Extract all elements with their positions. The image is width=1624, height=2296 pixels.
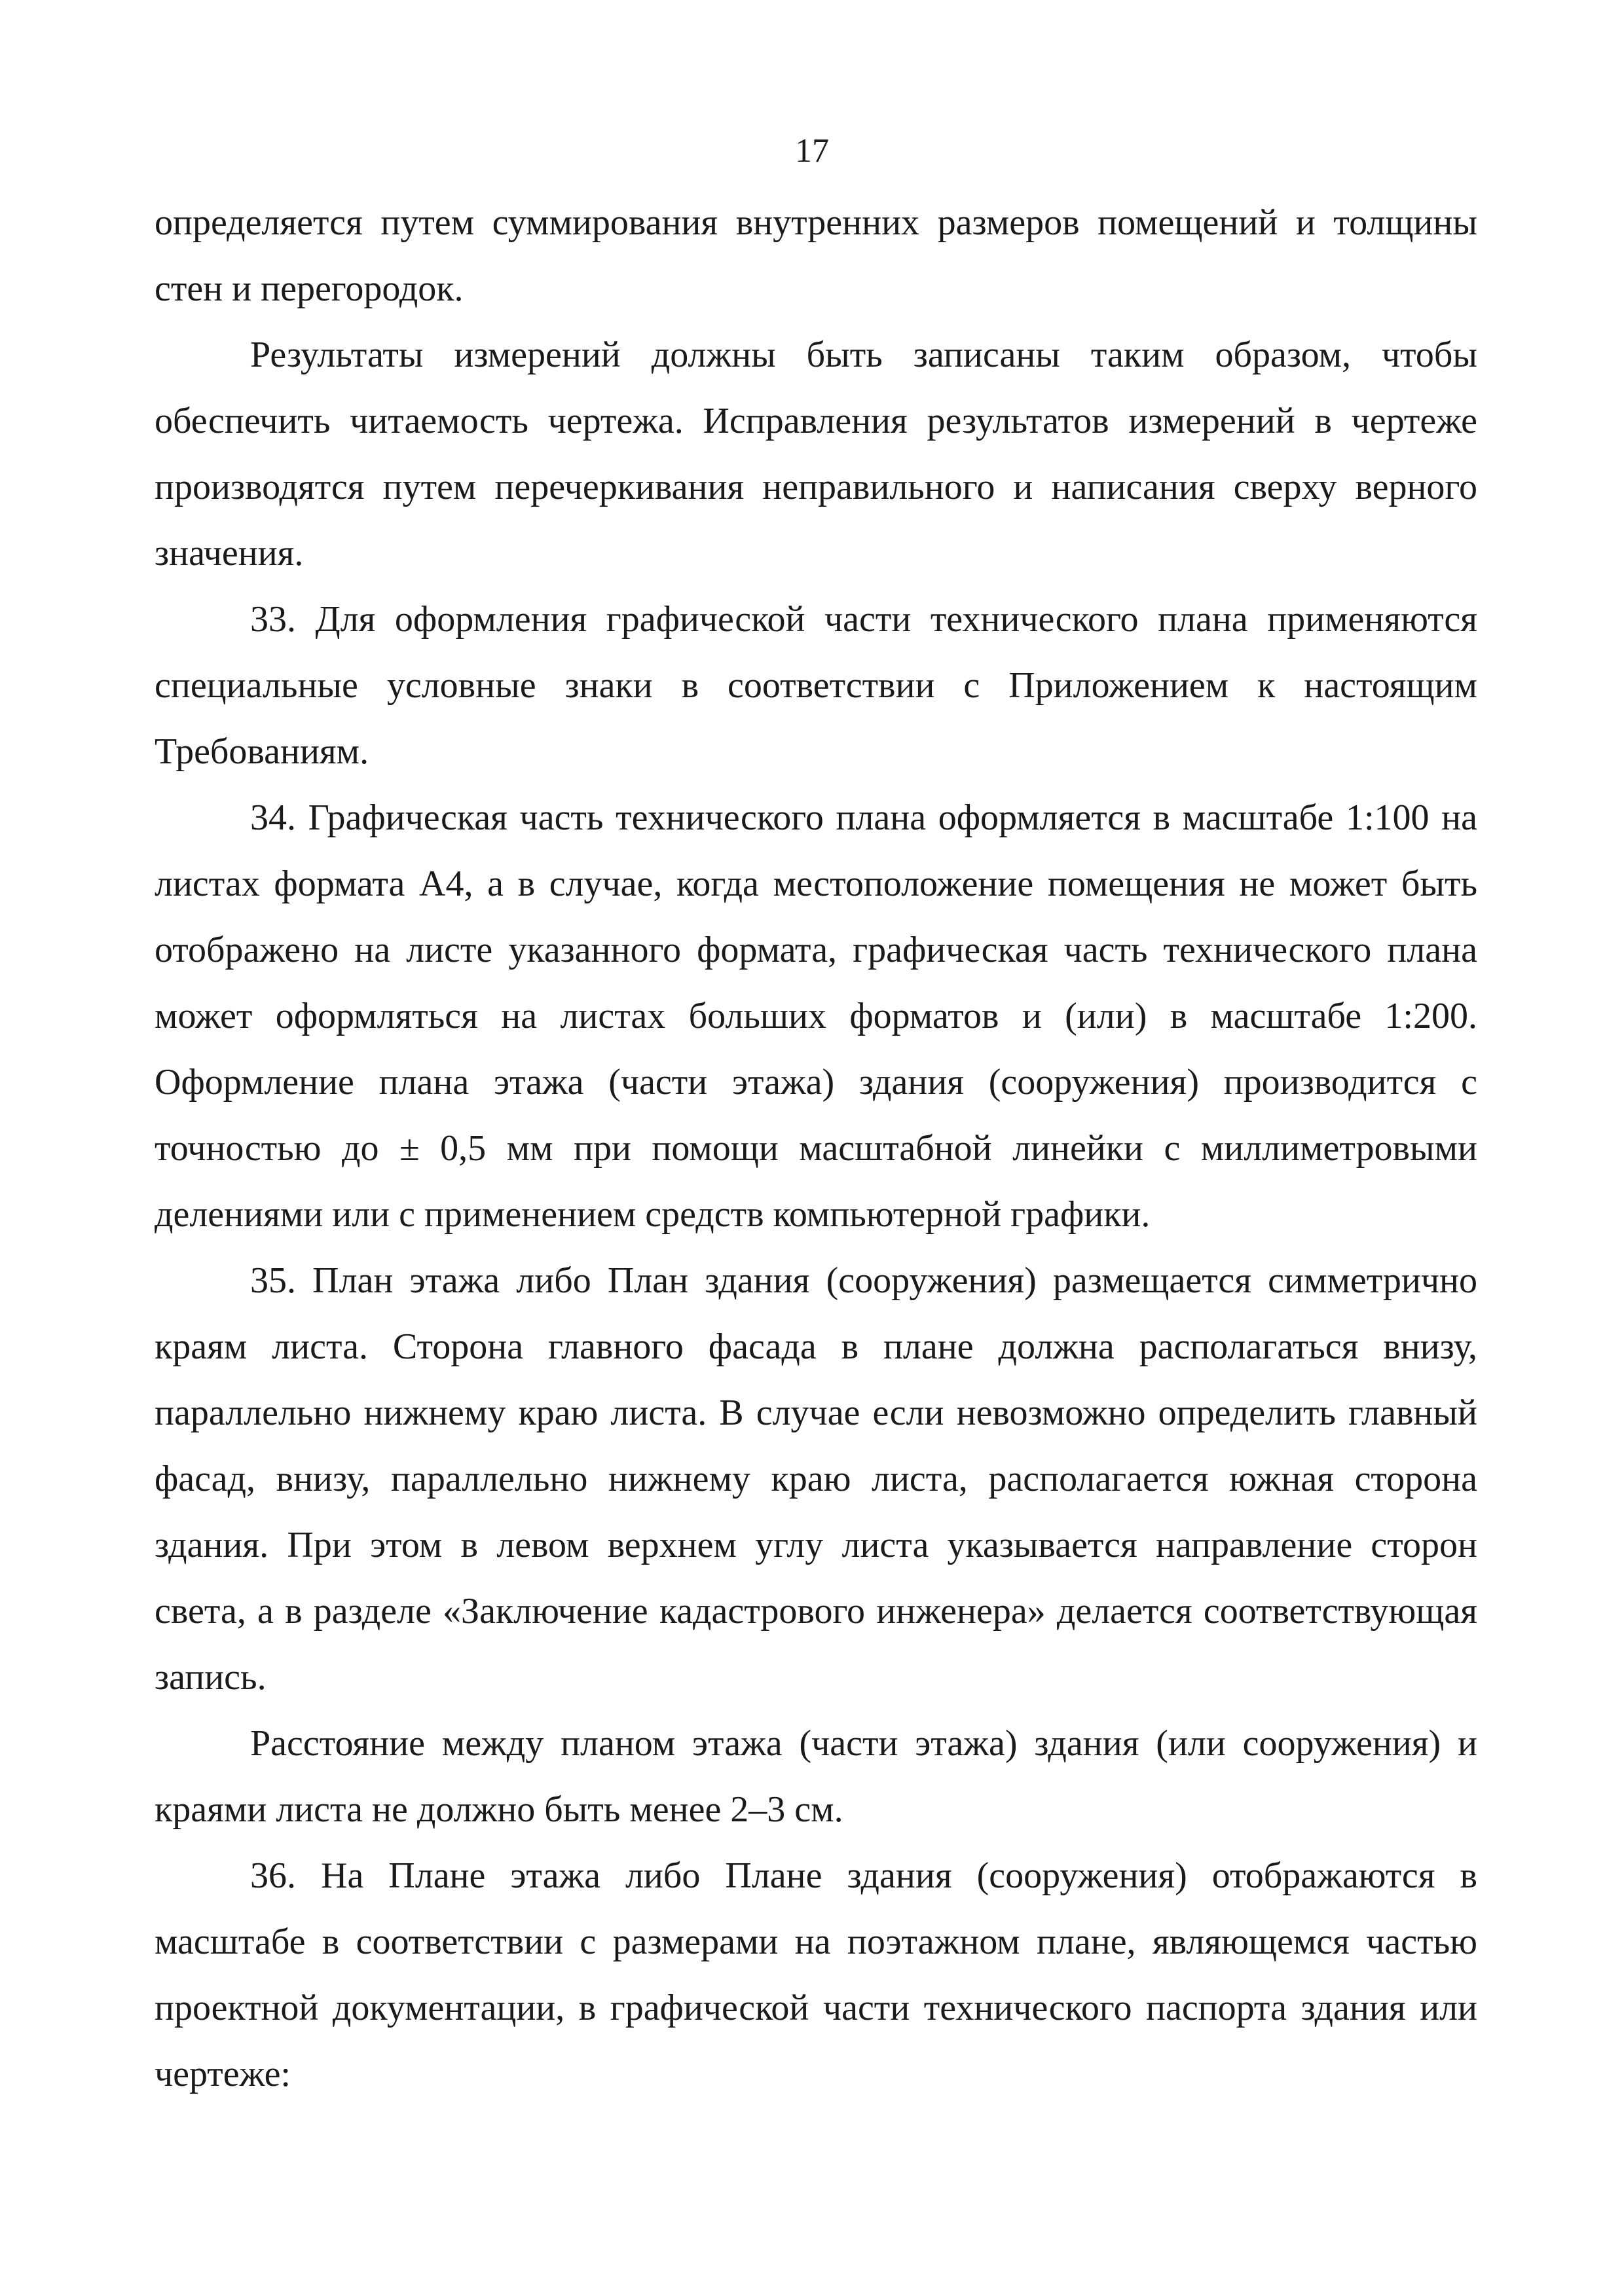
paragraph-item-34: 34. Графическая часть технического плана оформляется в масштабе 1:100 на листах формата А4, а в случае, когда местоположение помещения не может быть отображено на листе указанного формата, графическая часть технического плана может оформляться на листах больших форматов и (или) в масштабе 1:200. Оформление плана этажа (части этажа) здания (сооружения) производится с точностью до ± 0,5 мм при помощи масштабной линейки с миллиметровыми делениями или с применением средств компьютерной графики.	[155, 797, 1477, 1235]
page-number: 17	[795, 132, 829, 170]
paragraph-item-33: 33. Для оформления графической части технического плана применяются специальные условные знаки в соответствии с Приложением к настоящим Требованиям.	[155, 599, 1477, 772]
paragraph-item-35: 35. План этажа либо План здания (сооружения) размещается симметрично краям листа. Сторона главного фасада в плане должна располагаться внизу, параллельно нижнему краю листа. В случае если невозможно определить главный фасад, внизу, параллельно нижнему краю листа, располагается южная сторона здания. При этом в левом верхнем углу листа указывается направление сторон света, а в разделе «Заключение кадастрового инженера» делается соответствующая запись.	[155, 1260, 1477, 1698]
paragraph-distance-to-edges: Расстояние между планом этажа (части этажа) здания (или сооружения) и краями листа не должно быть менее 2–3 см.	[155, 1723, 1477, 1830]
paragraph-continuation: определяется путем суммирования внутренних размеров помещений и толщины стен и перегородок.	[155, 202, 1477, 309]
paragraph-measurement-results: Результаты измерений должны быть записаны таким образом, чтобы обеспечить читаемость чертежа. Исправления результатов измерений в чертеже производятся путем перечеркивания неправильного и написания сверху верного значения.	[155, 335, 1477, 574]
document-body	[155, 190, 1477, 2107]
paragraph-item-36: 36. На Плане этажа либо Плане здания (сооружения) отображаются в масштабе в соответствии с размерами на поэтажном плане, являющемся частью проектной документации, в графической части технического паспорта здания или чертеже:	[155, 1855, 1477, 2094]
